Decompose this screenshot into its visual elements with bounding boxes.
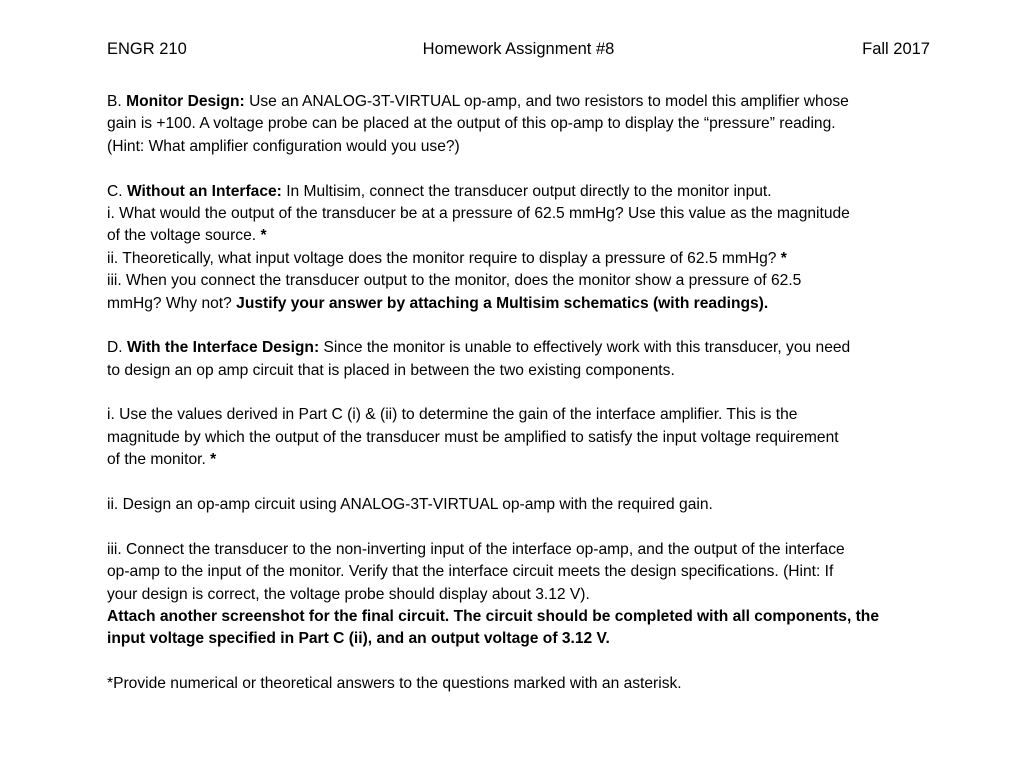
section-c-line-1	[107, 181, 937, 203]
part-ii-line-1: ii. Design an op-amp circuit using ANALOG-3T-VIRTUAL op-amp with the required gain.	[107, 496, 713, 514]
part-i-line-1: i. Use the values derived in Part C (i) & (ii) to determine the gain of the interface amplifier. This is the	[107, 406, 798, 424]
section-d-title: With the Interface Design:	[126, 339, 320, 357]
section-b-line-3: (Hint: What amplifier configuration would you use?)	[107, 137, 460, 155]
section-d-line-2: to design an op amp circuit that is placed in between the two existing components.	[107, 361, 675, 379]
section-c-title: Without an Interface:	[126, 182, 282, 200]
document-body	[107, 91, 937, 696]
section-c-label: C.	[107, 182, 123, 200]
section-b-label: B.	[107, 93, 122, 110]
spacer	[107, 382, 937, 404]
section-c-text-4: ii. Theoretically, what input voltage does the monitor require to display a pressure of 62.5 mmHg?	[107, 249, 777, 267]
section-b	[107, 91, 937, 158]
spacer	[107, 516, 937, 538]
section-c-line-2: i. What would the output of the transducer be at a pressure of 62.5 mmHg? Use this value as the magnitude	[107, 204, 850, 222]
section-d-label: D.	[107, 339, 123, 357]
spacer	[107, 158, 937, 180]
part-i-line-3	[107, 449, 937, 471]
spacer	[107, 651, 937, 673]
section-b-text-1: Use an ANALOG-3T-VIRTUAL op-amp, and two resistors to model this amplifier whose	[249, 93, 849, 110]
section-c-text-1: In Multisim, connect the transducer output directly to the monitor input.	[286, 182, 772, 200]
section-b-line-1	[107, 91, 937, 113]
asterisk-marker: *	[260, 227, 267, 245]
part-iii-line-3: your design is correct, the voltage probe should display about 3.12 V).	[107, 585, 590, 603]
section-c-line-4	[107, 248, 937, 270]
part-iii-line-1: iii. Connect the transducer to the non-inverting input of the interface op-amp, and the output of the interface	[107, 540, 845, 558]
course-code: ENGR 210	[107, 40, 187, 58]
section-d	[107, 337, 937, 650]
assignment-title: Homework Assignment #8	[422, 40, 615, 58]
section-c-line-3	[107, 225, 937, 247]
section-c-text-6: mmHg? Why not?	[107, 294, 232, 312]
section-c-line-6	[107, 293, 937, 315]
part-iii-line-2: op-amp to the input of the monitor. Verify that the interface circuit meets the design specifications. (Hint: If	[107, 563, 834, 581]
page-header	[107, 37, 930, 61]
spacer	[107, 315, 937, 337]
asterisk-marker: *	[210, 451, 217, 469]
term: Fall 2017	[862, 40, 930, 58]
section-b-line-2: gain is +100. A voltage probe can be placed at the output of this op-amp to display the “pressure” reading.	[107, 115, 836, 133]
section-d-text-1: Since the monitor is unable to effectively work with this transducer, you need	[323, 339, 851, 357]
section-b-title: Monitor Design:	[126, 93, 245, 110]
part-i-line-2: magnitude by which the output of the transducer must be amplified to satisfy the input voltage requirement	[107, 428, 839, 446]
section-c	[107, 181, 937, 315]
footnote: *Provide numerical or theoretical answers to the questions marked with an asterisk.	[107, 675, 682, 693]
asterisk-marker: *	[780, 249, 787, 267]
spacer	[107, 472, 937, 494]
section-c-line-5: iii. When you connect the transducer output to the monitor, does the monitor show a pressure of 62.5	[107, 272, 802, 290]
attach-instruction-line-1: Attach another screenshot for the final circuit. The circuit should be completed with all components, the	[107, 607, 879, 625]
section-d-line-1	[107, 337, 937, 359]
part-i-text-3: of the monitor.	[107, 451, 206, 469]
section-c-justify-note: Justify your answer by attaching a Multisim schematics (with readings).	[236, 294, 769, 312]
section-c-text-3: of the voltage source.	[107, 227, 257, 245]
attach-instruction-line-2: input voltage specified in Part C (ii), and an output voltage of 3.12 V.	[107, 630, 610, 648]
